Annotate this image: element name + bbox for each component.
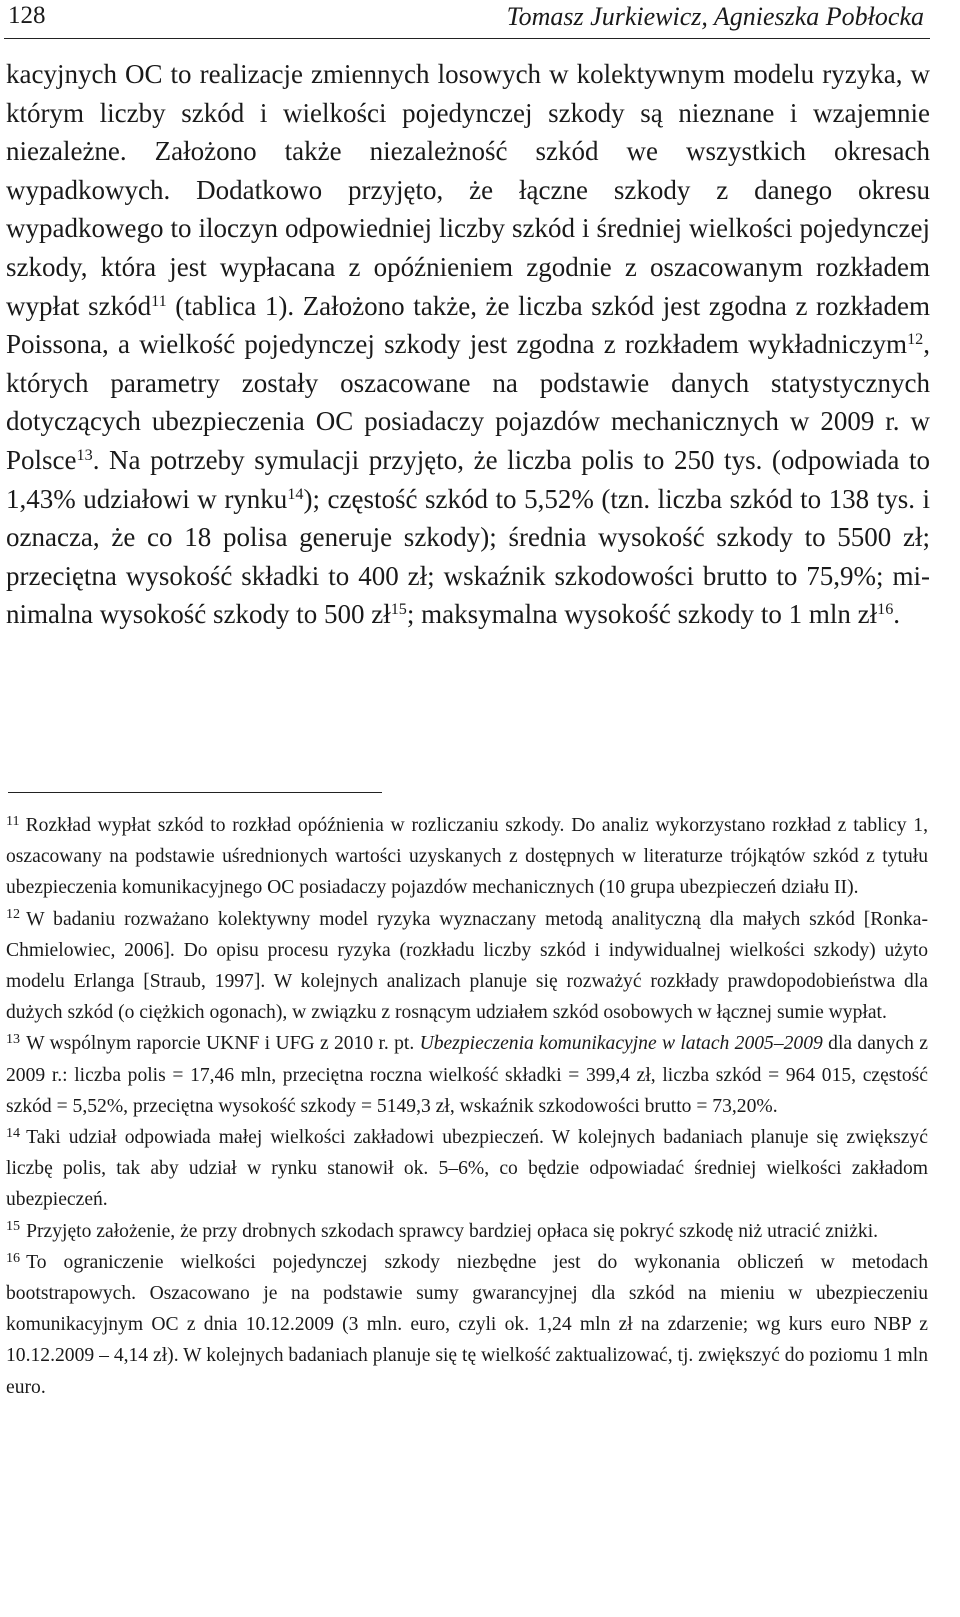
body-text-segment: . Na potrzeby symulacji przyjęto, że liczba polis to 250 tys. (odpowiada to 1,43% udziałowi w rynku <box>6 444 930 514</box>
footnote-number: 15 <box>6 1218 21 1235</box>
body-text-segment: , których parametry zostały oszacowane na podstawie danych statystycznych dotyczących ubezpieczenia OC posiadaczy pojazdów mechanicznych w 2009 r. w Polsce <box>6 329 930 475</box>
footnote-number: 12 <box>6 906 21 923</box>
footnote-text: Taki udział odpowiada małej wielkości zakładowi ubezpieczeń. W kolejnych badaniach planuje się zwiększyć liczbę polis, tak aby udział w rynku stanowił ok. 5–6%, co będzie odpowiadać średniej wielkości zakładom ubezpieczeń. <box>6 1127 928 1211</box>
footnote-ref-11[interactable]: 11 <box>151 291 167 310</box>
footnote-16 <box>6 1247 928 1403</box>
footnote-number: 11 <box>6 812 20 829</box>
footnote-text: dla danych z 2009 r.: liczba polis = 17,46 mln, przeciętna roczna wielkość składki = 399,4 zł, liczba szkód = 964 015, częstość szkód = 5,52%, przeciętna wysokość szkody = 5149,3 zł, wskaźnik szkodowości brutto = 73,20%. <box>6 1033 928 1117</box>
report-title: Ubezpieczenia komunikacyjne w latach 2005–2009 <box>419 1033 823 1055</box>
body-text-segment: . <box>893 599 901 630</box>
footnote-ref-16[interactable]: 16 <box>877 600 894 619</box>
running-header <box>4 0 930 39</box>
footnote-text: W badaniu rozważano kolektywny model ryzyka wyznaczany metodą analityczną dla małych szkód [Ronka-Chmielowiec, 2006]. Do opisu procesu ryzyka (rozkładu liczby szkód i indywidualnej wielkości szkody) użyto modelu Erlanga [Straub, 1997]. W kolejnych analizach planuje się rozważyć rozkłady prawdopodobieństwa dla dużych szkód (o ciężkich ogonach), w związku z rosnącym udziałem szkód osobowych w łącznej sumie wypłat. <box>6 908 928 1024</box>
footnote-14 <box>6 1122 928 1216</box>
footnote-number: 14 <box>6 1124 21 1141</box>
main-text <box>6 55 930 634</box>
body-text-segment: kacyjnych OC to realizacje zmiennych losowych w kolektywnym modelu ryzyka, w którym liczby szkód i wielkości pojedynczej szkody są nieznane i wzajemnie niezależne. Założono także niezależność szkód we wszystkich okresach wypadkowych. Dodatkowo przyjęto, że łączne szkody z danego okresu wypadkowego to iloczyn odpowiedniej liczby szkód i średniej wielkości pojedynczej szkody, która jest wypłacana z opóźnieniem zgodnie z oszacowanym rozkładem wypłat szkód <box>6 59 930 321</box>
footnote-separator <box>8 792 382 793</box>
main-paragraph <box>6 55 930 634</box>
page-number: 128 <box>8 2 46 29</box>
body-text-segment: (tablica 1). Założono także, że liczba szkód jest zgodna z rozkładem Poissona, a wielkość pojedynczej szkody jest zgodna z rozkładem wykładniczym <box>6 290 930 360</box>
footnote-ref-13[interactable]: 13 <box>76 446 93 465</box>
footnote-11 <box>6 810 928 904</box>
footnote-text: W wspólnym raporcie UKNF i UFG z 2010 r. pt. <box>26 1033 420 1055</box>
body-text-segment: ); częstość szkód to 5,52% (tzn. liczba szkód to 138 tys. i oznacza, że co 18 polisa generuje szkody); średnia wysokość szkody to 5500 zł; przeciętna wysokość składki to 400 zł; wskaźnik szkodowości brutto to 75,9%; minimalna wysokość szkody to 500 zł <box>6 483 930 630</box>
footnotes <box>6 810 928 1403</box>
footnote-text: Przyjęto założenie, że przy drobnych szkodach sprawcy bardziej opłaca się pokryć szkodę niż utracić zniżki. <box>26 1220 879 1242</box>
footnote-text: Rozkład wypłat szkód to rozkład opóźnienia w rozliczaniu szkody. Do analiz wykorzystano rozkład z tablicy 1, oszacowany na podstawie uśrednionych wartości uzyskanych z dostępnych w literaturze trójkątów szkód z tytułu ubezpieczenia komunikacyjnego OC posiadaczy pojazdów mechanicznych (10 grupa ubezpieczeń działu II). <box>6 815 928 899</box>
body-text-segment: ; maksymalna wysokość szkody to 1 mln zł <box>406 599 878 630</box>
footnote-number: 13 <box>6 1031 21 1048</box>
footnote-15 <box>6 1216 928 1247</box>
footnote-ref-12[interactable]: 12 <box>907 330 924 349</box>
footnote-ref-14[interactable]: 14 <box>287 484 304 503</box>
running-title: Tomasz Jurkiewicz, Agnieszka Pobłocka <box>506 2 924 31</box>
footnote-text: To ograniczenie wielkości pojedynczej szkody niezbędne jest do wykonania obliczeń w metodach bootstrapowych. Oszacowano je na podstawie sumy gwarancyjnej dla szkód na mieniu w ubezpieczeniu komunikacyjnym OC z dnia 10.12.2009 (3 mln. euro, czyli ok. 1,24 mln zł na zdarzenie; wg kurs euro NBP z 10.12.2009 – 4,14 zł). W kolejnych badaniach planuje się tę wielkość zaktualizować, tj. zwiększyć do poziomu 1 mln euro. <box>6 1251 928 1398</box>
footnote-13 <box>6 1028 928 1122</box>
footnote-ref-15[interactable]: 15 <box>390 600 407 619</box>
footnote-12 <box>6 904 928 1029</box>
footnote-number: 16 <box>6 1249 21 1266</box>
